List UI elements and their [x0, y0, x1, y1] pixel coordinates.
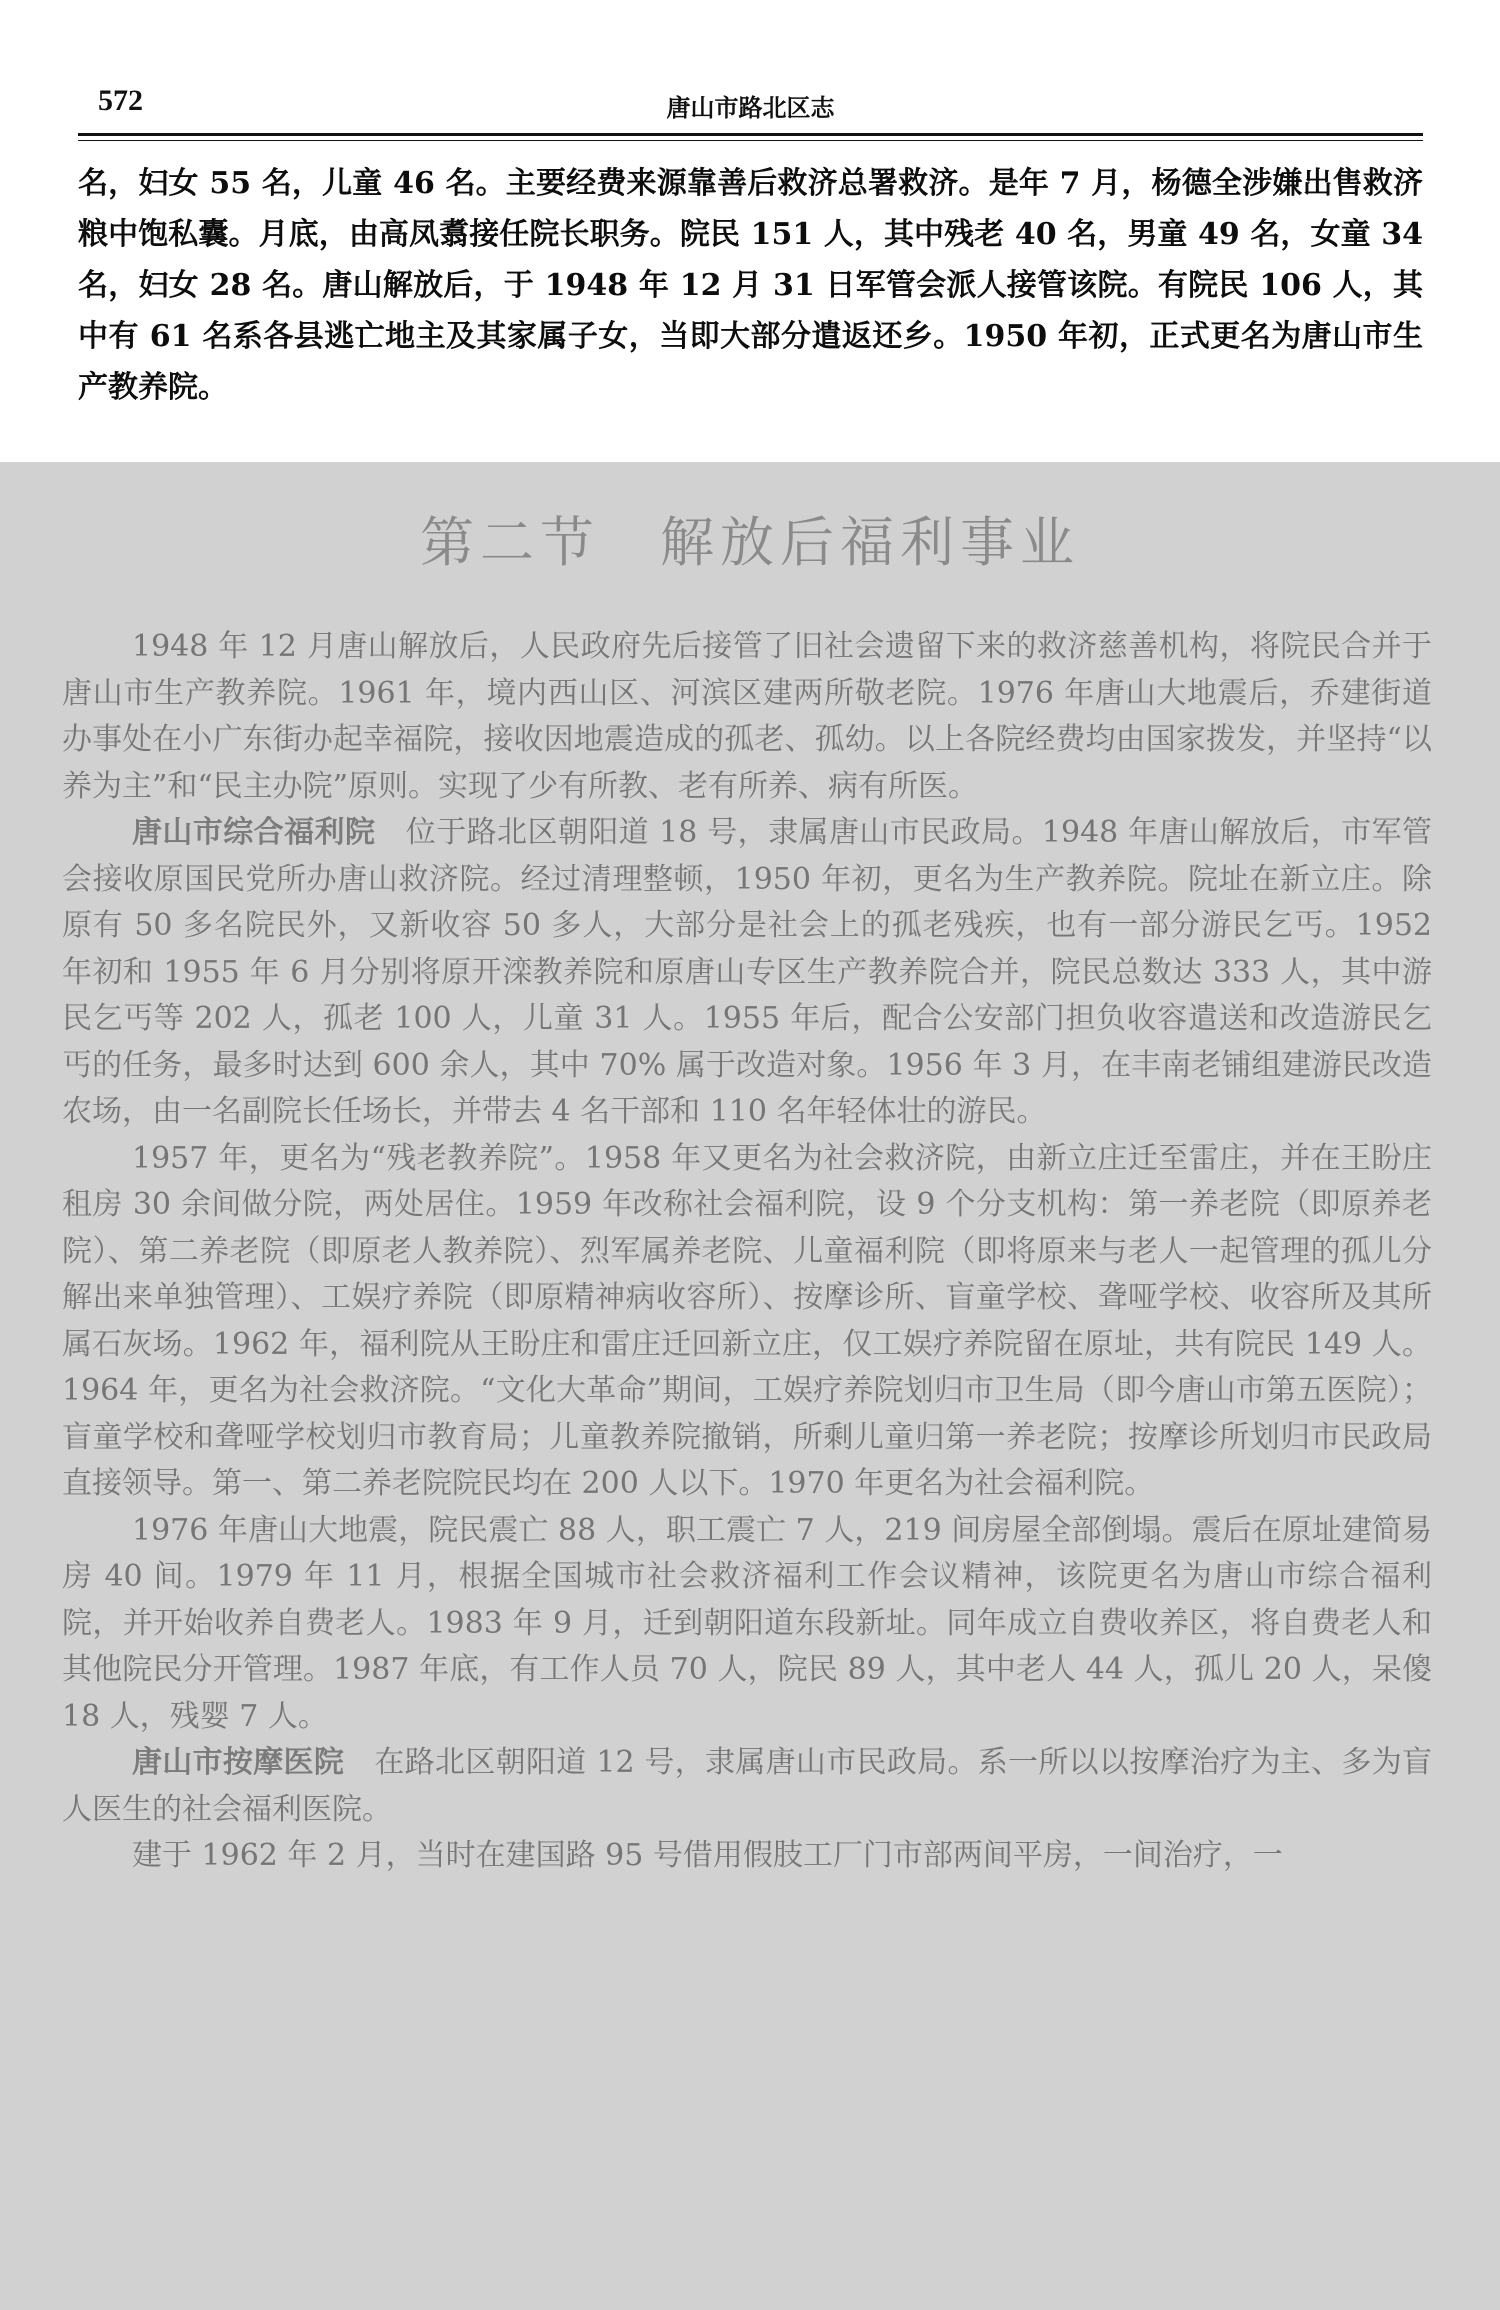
running-title: 唐山市路北区志 — [666, 93, 835, 122]
page-header — [78, 78, 1423, 122]
paragraph-6-text: 建于 1962 年 2 月，当时在建国路 95 号借用假肢工厂门市部两间平房，一间治疗，一 — [132, 1838, 1283, 1873]
paragraph-2-term: 唐山市综合福利院 — [132, 815, 376, 850]
paragraph-2 — [62, 810, 1432, 1136]
top-paragraph: 名，妇女 55 名，儿童 46 名。主要经费来源靠善后救济总署救济。是年 7 月，杨德全涉嫌出售救济粮中饱私囊。月底，由高凤翥接任院长职务。院民 151 人，其中残老 40 名，男童 49 名，女童 34 名，妇女 28 名。唐山解放后，于 1948 年 12 月 31 日军管会派人接管该院。有院民 106 人，其中有 61 名系各县逃亡地主及其家属子女，当即大部分遣返还乡。1950 年初，正式更名为唐山市生产教养院。 — [78, 166, 1423, 405]
paragraph-3 — [62, 1136, 1432, 1508]
paragraph-1 — [62, 624, 1432, 810]
page-number: 572 — [98, 84, 143, 117]
paragraph-1-text: 1948 年 12 月唐山解放后，人民政府先后接管了旧社会遗留下来的救济慈善机构，将院民合并于唐山市生产教养院。1961 年，境内西山区、河滨区建两所敬老院。1976 年唐山大地震后，乔建街道办事处在小广东街办起幸福院，接收因地震造成的孤老、孤幼。以上各院经费均由国家拨发，并坚持“以养为主”和“民主办院”原则。实现了少有所教、老有所养、病有所医。 — [62, 629, 1432, 804]
paragraph-5 — [62, 1740, 1432, 1833]
paragraph-2-text: 位于路北区朝阳道 18 号，隶属唐山市民政局。1948 年唐山解放后，市军管会接收原国民党所办唐山救济院。经过清理整顿，1950 年初，更名为生产教养院。院址在新立庄。除原有 50 多名院民外，又新收容 50 多人，大部分是社会上的孤老残疾，也有一部分游民乞丐。1952 年初和 1955 年 6 月分别将原开滦教养院和原唐山专区生产教养院合并，院民总数达 333 人，其中游民乞丐等 202 人，孤老 100 人，儿童 31 人。1955 年后，配合公安部门担负收容遣送和改造游民乞丐的任务，最多时达到 600 余人，其中 70% 属于改造对象。1956 年 3 月，在丰南老铺组建游民改造农场，由一名副院长任场长，并带去 4 名干部和 110 名年轻体壮的游民。 — [62, 815, 1432, 1129]
paragraph-5-text: 在路北区朝阳道 12 号，隶属唐山市民政局。系一所以以按摩治疗为主、多为盲人医生的社会福利医院。 — [62, 1745, 1432, 1827]
top-text-block — [78, 158, 1423, 413]
section-body — [62, 624, 1432, 1880]
header-rule-thin — [78, 140, 1423, 141]
paragraph-5-term: 唐山市按摩医院 — [132, 1745, 345, 1780]
paragraph-6 — [62, 1833, 1432, 1880]
paragraph-3-text: 1957 年，更名为“残老教养院”。1958 年又更名为社会救济院，由新立庄迁至雷庄，并在王盼庄租房 30 余间做分院，两处居住。1959 年改称社会福利院，设 9 个分支机构：第一养老院（即原养老院）、第二养老院（即原老人教养院）、烈军属养老院、儿童福利院（即将原来与老人一起管理的孤儿分解出来单独管理）、工娱疗养院（即原精神病收容所）、按摩诊所、盲童学校、聋哑学校、收容所及其所属石灰场。1962 年，福利院从王盼庄和雷庄迁回新立庄，仅工娱疗养院留在原址，共有院民 149 人。1964 年，更名为社会救济院。“文化大革命”期间，工娱疗养院划归市卫生局（即今唐山市第五医院）；盲童学校和聋哑学校划归市教育局；儿童教养院撤销，所剩儿童归第一养老院；按摩诊所划归市民政局直接领导。第一、第二养老院院民均在 200 人以下。1970 年更名为社会福利院。 — [62, 1140, 1432, 1501]
section-title: 第二节 解放后福利事业 — [420, 511, 1080, 574]
paragraph-4-text: 1976 年唐山大地震，院民震亡 88 人，职工震亡 7 人，219 间房屋全部倒塌。震后在原址建简易房 40 间。1979 年 11 月，根据全国城市社会救济福利工作会议精神，该院更名为唐山市综合福利院，并开始收养自费老人。1983 年 9 月，迁到朝阳道东段新址。同年成立自费收养区，将自费老人和其他院民分开管理。1987 年底，有工作人员 70 人，院民 89 人，其中老人 44 人，孤儿 20 人，呆傻 18 人，残婴 7 人。 — [62, 1512, 1432, 1734]
paragraph-4 — [62, 1508, 1432, 1741]
header-rule-thick — [78, 133, 1423, 136]
